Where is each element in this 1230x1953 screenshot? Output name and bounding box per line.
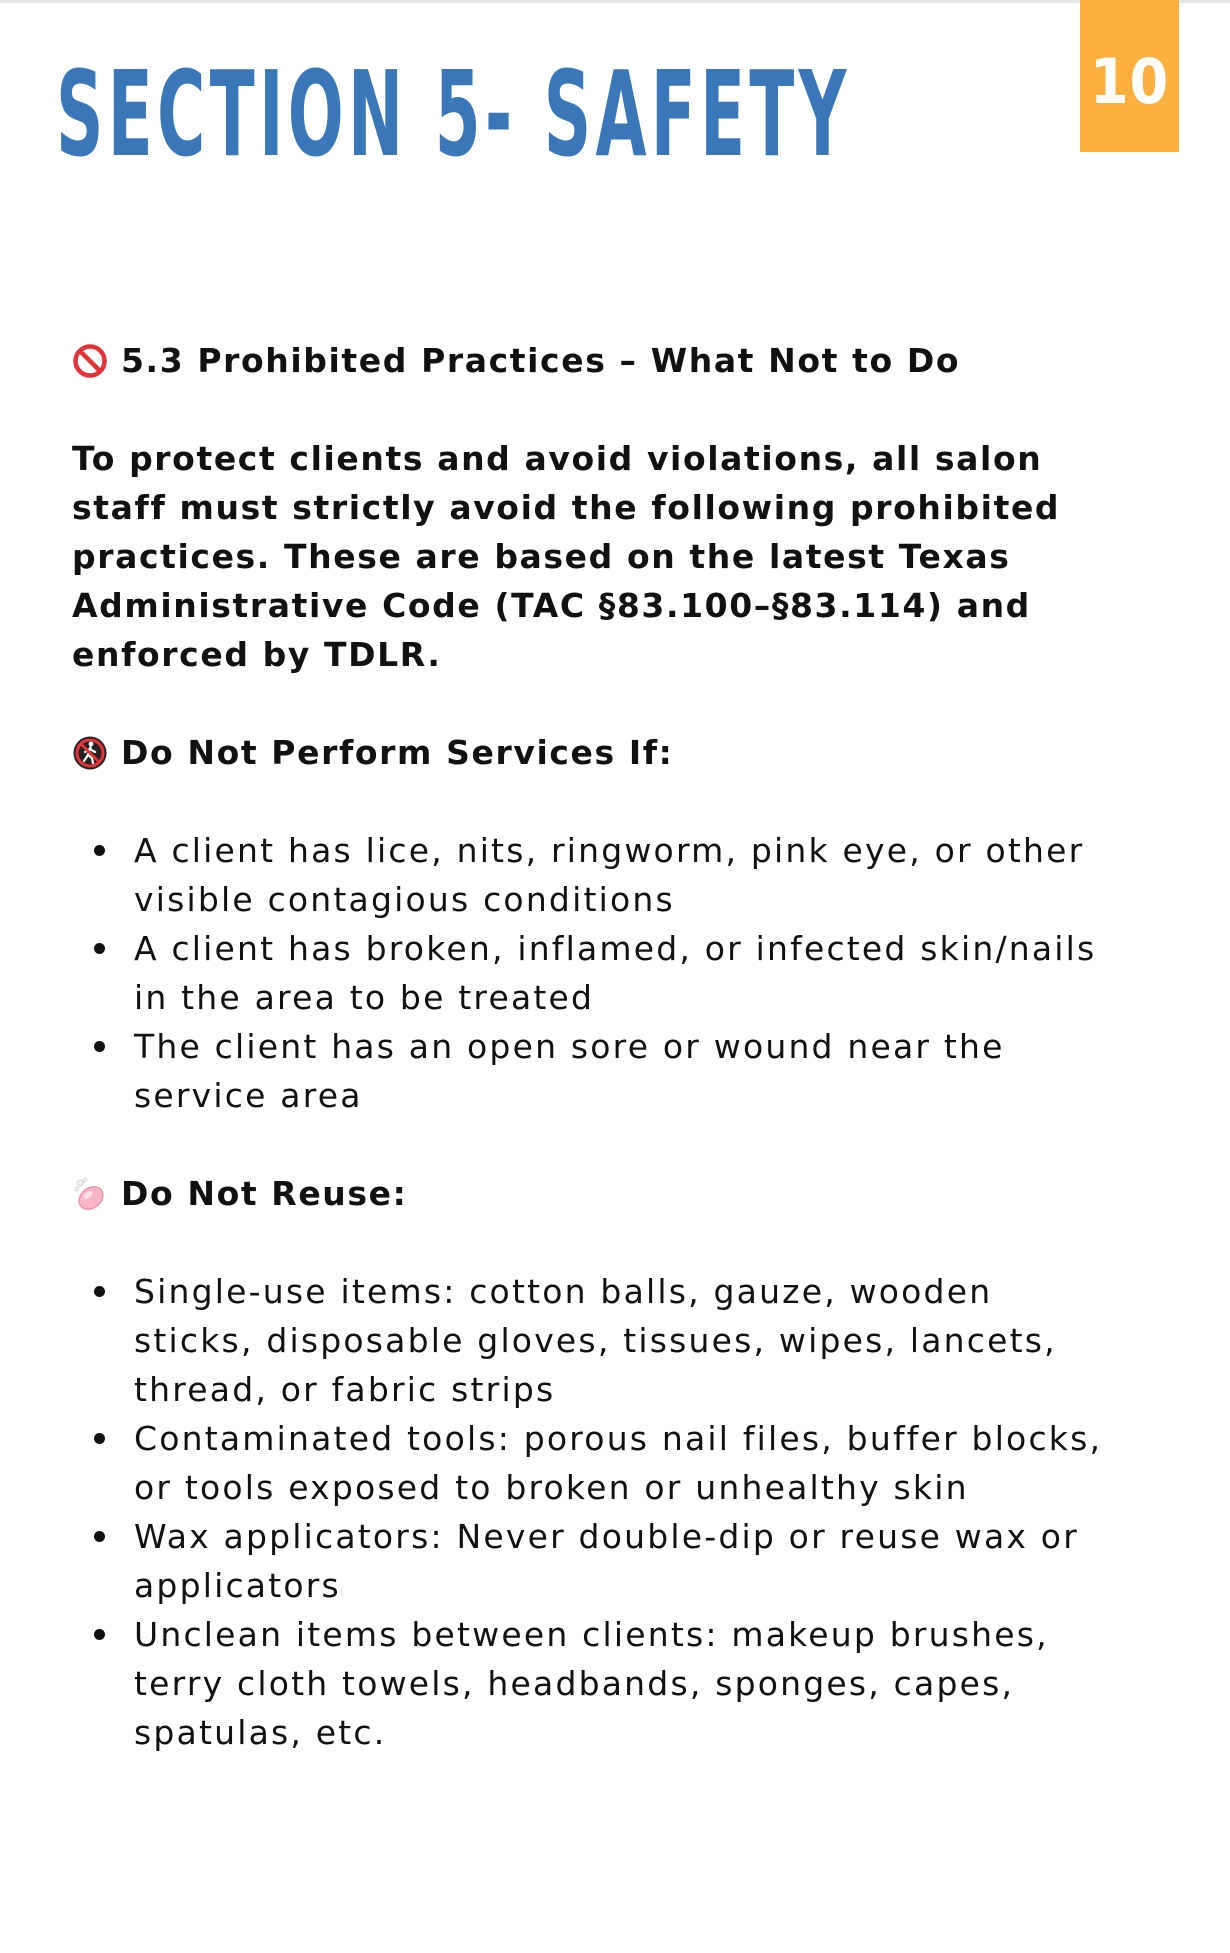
list-item: [72, 1512, 1112, 1610]
bullet: [94, 1041, 105, 1052]
do-not-perform-list: [72, 826, 1132, 1120]
intro-paragraph: To protect clients and avoid violations, all salon staff must strictly avoid the following prohibited practices. These are based on the latest Texas Administrative Code (TAC §83.100–§83.114) and enforced by TDLR.: [72, 439, 1061, 674]
list-item-text: Single-use items: cotton balls, gauze, wooden sticks, disposable gloves, tissues, wipes, lancets, thread, or fabric strips: [134, 1272, 1057, 1409]
list-item: [72, 826, 1112, 924]
list-item-text: Unclean items between clients: makeup brushes, terry cloth towels, headbands, sponges, capes, spatulas, etc.: [134, 1615, 1049, 1752]
section-heading-text: 5.3 Prohibited Practices – What Not to Do: [121, 341, 961, 380]
do-not-perform-heading: [72, 728, 1132, 777]
bullet: [94, 943, 105, 954]
page-number-badge: [1080, 0, 1179, 152]
main-content: [72, 336, 1132, 1757]
list-item-text: Contaminated tools: porous nail files, buffer blocks, or tools exposed to broken or unhealthy skin: [134, 1419, 1103, 1507]
list-item-text: Wax applicators: Never double-dip or reuse wax or applicators: [134, 1517, 1079, 1605]
list-item: [72, 1610, 1112, 1757]
list-item: [72, 924, 1112, 1022]
do-not-reuse-heading: [72, 1169, 1132, 1218]
page-title: SECTION 5- SAFETY: [56, 45, 851, 183]
do-not-reuse-heading-text: Do Not Reuse:: [121, 1174, 408, 1213]
bullet: [94, 1629, 105, 1640]
page-number: 10: [1089, 44, 1170, 118]
soap-icon: [72, 1176, 108, 1212]
bullet: [94, 1286, 105, 1297]
do-not-perform-heading-text: Do Not Perform Services If:: [121, 733, 674, 772]
prohibited-icon: [72, 343, 108, 379]
list-item: [72, 1414, 1112, 1512]
list-item: [72, 1267, 1112, 1414]
do-not-reuse-list: [72, 1267, 1132, 1757]
bullet: [94, 845, 105, 856]
no-pedestrians-icon: [72, 735, 108, 771]
bullet: [94, 1433, 105, 1444]
section-heading: [72, 336, 1132, 385]
list-item-text: The client has an open sore or wound near the service area: [134, 1027, 1005, 1115]
list-item-text: A client has broken, inflamed, or infected skin/nails in the area to be treated: [134, 929, 1097, 1017]
top-divider: [0, 0, 1230, 3]
list-item: [72, 1022, 1112, 1120]
list-item-text: A client has lice, nits, ringworm, pink eye, or other visible contagious conditions: [134, 831, 1085, 919]
bullet: [94, 1531, 105, 1542]
